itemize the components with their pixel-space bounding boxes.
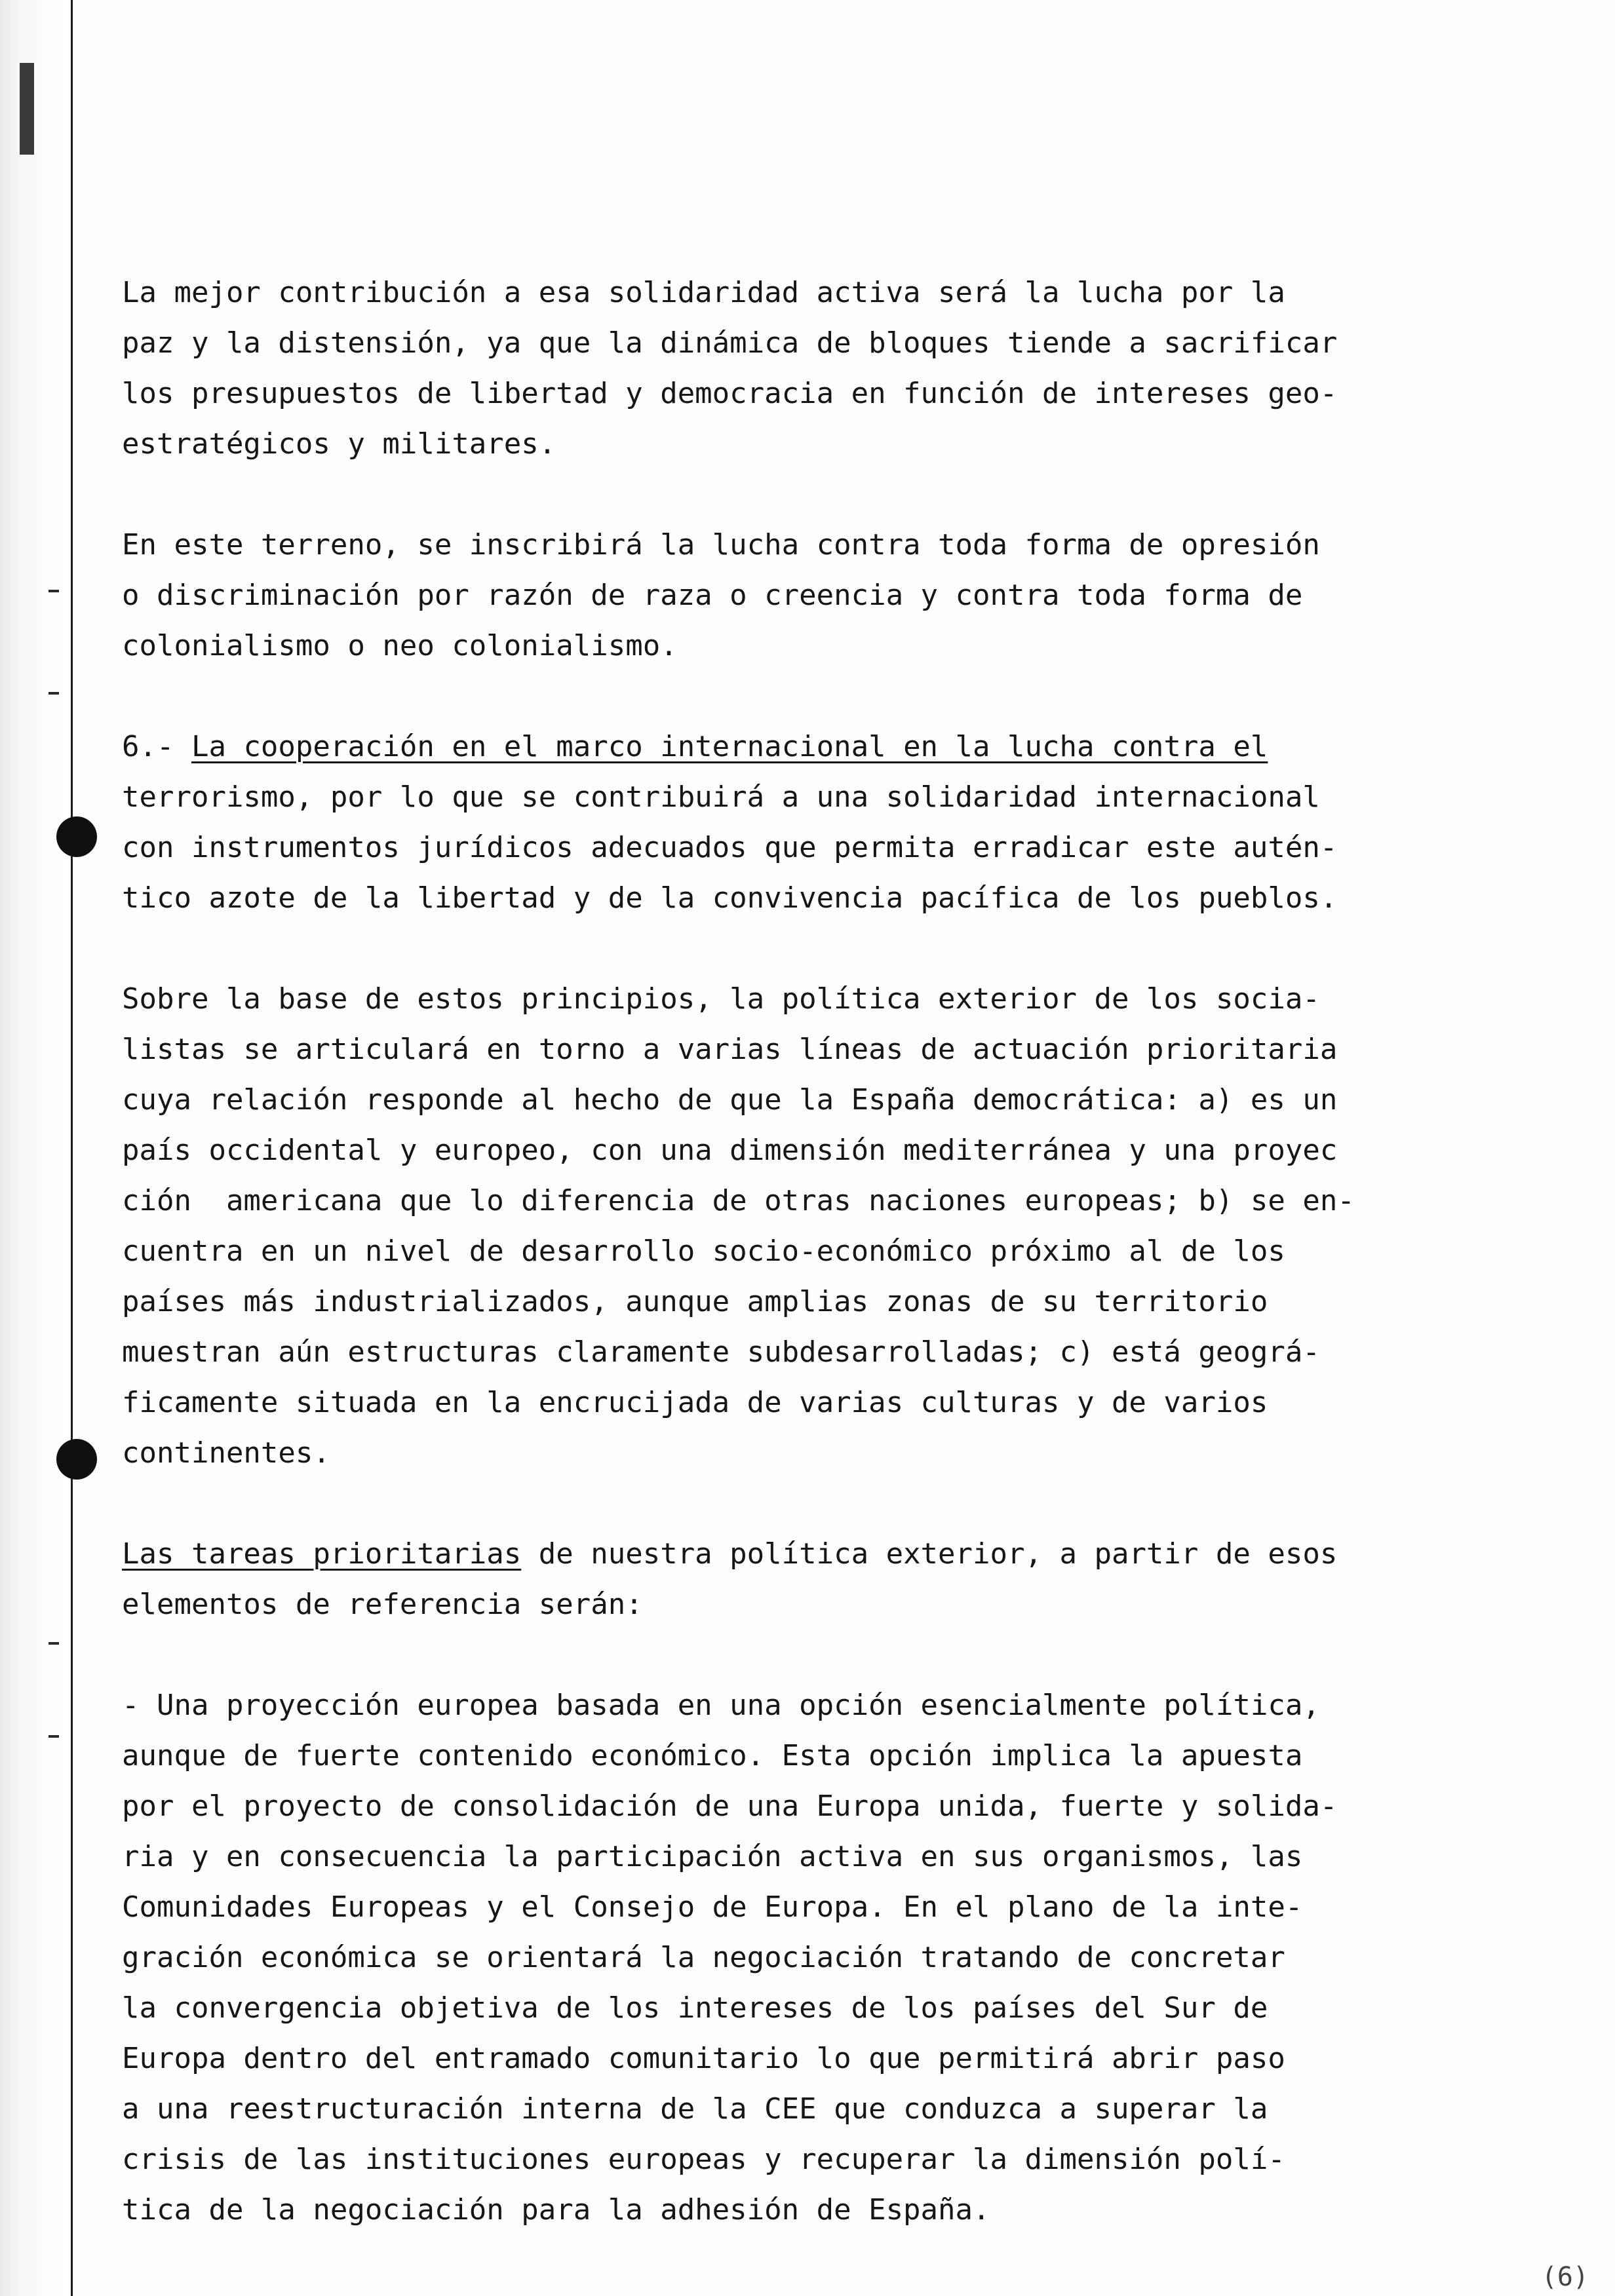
text-line: tica de la negociación para la adhesión de España.	[122, 2193, 990, 2227]
text-line: ficamente situada en la encrucijada de varias culturas y de varios	[122, 1386, 1268, 1419]
margin-mark	[49, 1642, 59, 1645]
section-heading-line	[122, 721, 1551, 772]
text-line: a una reestructuración interna de la CEE que conduzca a superar la	[122, 2092, 1268, 2126]
text-line: - Una proyección europea basada en una opción esencialmente política,	[122, 1689, 1320, 1722]
text-line: En este terreno, se inscribirá la lucha contra toda forma de opresión	[122, 528, 1320, 562]
priorities-heading-suffix: de nuestra política exterior, a partir de esos	[521, 1537, 1338, 1571]
text-line: ria y en consecuencia la participación activa en sus organismos, las	[122, 1840, 1303, 1873]
margin-mark	[49, 692, 59, 695]
text-line: continentes.	[122, 1436, 330, 1470]
text-line: estratégicos y militares.	[122, 427, 556, 461]
text-line: por el proyecto de consolidación de una Europa unida, fuerte y solida-	[122, 1789, 1338, 1823]
text-line: los presupuestos de libertad y democracia en función de intereses geo-	[122, 377, 1338, 410]
text-line: paz y la distensión, ya que la dinámica de bloques tiende a sacrificar	[122, 326, 1338, 360]
text-line: muestran aún estructuras claramente subdesarrolladas; c) está geográ-	[122, 1335, 1320, 1369]
paragraph-priorities	[122, 1529, 1551, 1630]
text-line: con instrumentos jurídicos adecuados que permita erradicar este autén-	[122, 831, 1338, 864]
text-line: o discriminación por razón de raza o creencia y contra toda forma de	[122, 579, 1303, 612]
punch-hole	[56, 1439, 97, 1480]
margin-mark	[49, 1735, 59, 1738]
text-line: ción americana que lo diferencia de otras naciones europeas; b) se en-	[122, 1184, 1355, 1217]
text-line: elementos de referencia serán:	[122, 1588, 643, 1621]
text-line: aunque de fuerte contenido económico. Esta opción implica la apuesta	[122, 1739, 1303, 1772]
priorities-heading: Las tareas prioritarias	[122, 1537, 522, 1571]
text-line: Sobre la base de estos principios, la política exterior de los socia-	[122, 982, 1320, 1016]
document-body	[122, 267, 1551, 2286]
text-line: país occidental y europeo, con una dimensión mediterránea y una proyec	[122, 1134, 1338, 1167]
margin-mark	[49, 590, 59, 592]
paragraph-oppression	[122, 520, 1551, 671]
margin-mark	[20, 63, 34, 155]
punch-hole	[56, 816, 97, 857]
priorities-heading-line	[122, 1529, 1551, 1579]
spine-line	[71, 0, 73, 2296]
text-line: cuentra en un nivel de desarrollo socio-económico próximo al de los	[122, 1234, 1285, 1268]
text-line: crisis de las instituciones europeas y recuperar la dimensión polí-	[122, 2143, 1285, 2176]
section-number: 6.-	[122, 730, 191, 763]
binding-edge	[0, 0, 77, 2296]
paragraph-european-projection	[122, 1680, 1551, 2235]
text-line: colonialismo o neo colonialismo.	[122, 629, 678, 662]
text-line: tico azote de la libertad y de la convivencia pacífica de los pueblos.	[122, 881, 1338, 915]
text-line: listas se articulará en torno a varias líneas de actuación prioritaria	[122, 1033, 1338, 1066]
text-line: países más industrializados, aunque amplias zonas de su territorio	[122, 1285, 1268, 1318]
section-heading: La cooperación en el marco internacional en la lucha contra el	[191, 730, 1268, 763]
text-line: Comunidades Europeas y el Consejo de Europa. En el plano de la inte-	[122, 1890, 1303, 1924]
page-number: (6)	[1541, 2262, 1589, 2292]
text-line: gración económica se orientará la negociación tratando de concretar	[122, 1941, 1285, 1974]
paragraph-terrorism	[122, 721, 1551, 923]
text-line: la convergencia objetiva de los intereses de los países del Sur de	[122, 1991, 1268, 2025]
text-line: cuya relación responde al hecho de que la España democrática: a) es un	[122, 1083, 1338, 1117]
paragraph-solidarity	[122, 267, 1551, 469]
paragraph-principles	[122, 974, 1551, 1478]
text-line: Europa dentro del entramado comunitario lo que permitirá abrir paso	[122, 2042, 1285, 2075]
text-line: terrorismo, por lo que se contribuirá a una solidaridad internacional	[122, 780, 1320, 814]
text-line: La mejor contribución a esa solidaridad activa será la lucha por la	[122, 276, 1285, 309]
